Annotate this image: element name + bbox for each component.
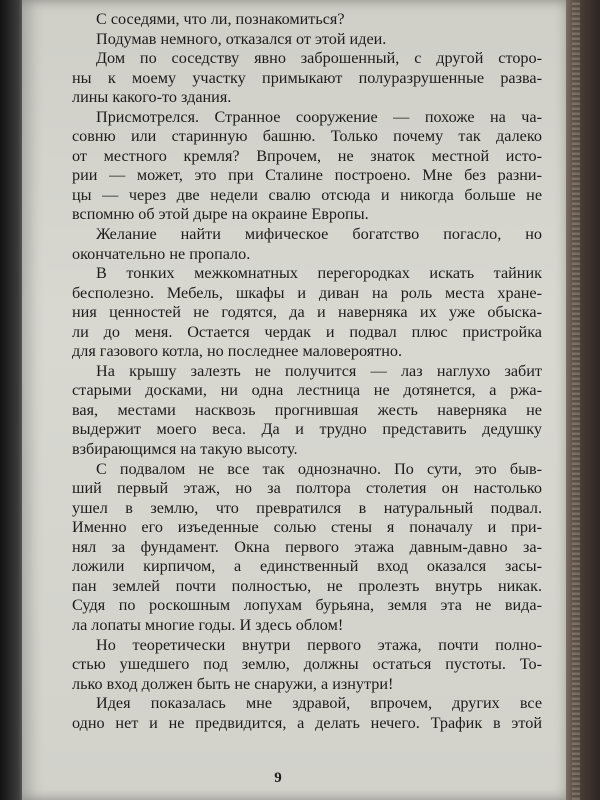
text-line: цы — через две недели свалю отсюда и никогда больше не [72, 185, 542, 204]
text-line: вая, местами насквозь прогнившая жесть наверняка не [72, 400, 542, 419]
text-line: нял за фундамент. Окна первого этажа давным-давно за- [72, 537, 542, 556]
text-line: старыми досками, ни одна лестница не дотянется, а ржа- [72, 381, 542, 400]
page-number: 9 [274, 770, 282, 786]
text-line: от местного кремля? Впрочем, не знаток местной исто- [72, 146, 542, 165]
text-line: окончательно не пропало. [72, 244, 251, 263]
text-line: взбирающимся на такую высоту. [72, 440, 298, 459]
text-line: ния ценностей не годятся, да и наверняка их уже обыска- [72, 303, 542, 322]
body-text [72, 10, 542, 733]
text-line: рии — может, это при Сталине построено. Мне без разни- [72, 166, 542, 185]
text-line: ны к моему участку примыкают полуразрушенные разва- [72, 68, 542, 87]
text-line: бесполезно. Мебель, шкафы и диван на роль места хране- [72, 283, 542, 302]
text-line: лько вход должен быть не снаружи, а изнутри! [72, 674, 394, 693]
text-line: С соседями, что ли, познакомиться? [96, 10, 345, 28]
text-line: Судя по роскошным лопухам бурьяна, земля эта не вида- [72, 596, 542, 615]
book-page-edges [566, 0, 600, 800]
text-line: ушел в землю, что превратился в натуральный подвал. [72, 498, 542, 517]
text-line: ла лопаты многие годы. И здесь облом! [72, 615, 344, 634]
text-line: Желание найти мифическое богатство погасло, но [96, 225, 542, 244]
text-line: На крышу залезть не получится — лаз наглухо забит [96, 361, 542, 380]
text-line: лины какого-то здания. [72, 88, 232, 107]
text-line: стью ушедшего под землю, должны остаться пустоты. То- [72, 655, 542, 674]
text-line: вспомню об этой дыре на окраине Европы. [72, 205, 369, 224]
text-line: одно нет и не предвидится, а делать нечего. Трафик в этой [72, 713, 542, 732]
text-line: ли до меня. Остается чердак и подвал плюс пристройка [72, 322, 542, 341]
text-line: Именно его изъеденные солью стены я поначалу и при- [72, 518, 542, 537]
text-line: пан землей почти полностью, не пролезть внутрь никак. [72, 576, 542, 595]
text-line: Идея показалась мне здравой, впрочем, других все [96, 694, 542, 713]
text-line: совню или старинную башню. Только почему так далеко [72, 127, 542, 146]
text-line: С подвалом не все так однозначно. По сути, это быв- [96, 459, 542, 478]
text-line: Но теоретически внутри первого этажа, почти полно- [96, 635, 542, 654]
text-line: В тонких межкомнатных перегородках искать тайник [96, 264, 542, 283]
text-line: Присмотрелся. Странное сооружение — похоже на ча- [96, 107, 542, 126]
text-line: выдержит моего веса. Да и трудно представить дедушку [72, 420, 542, 439]
text-line: Подумав немного, отказался от этой идеи. [96, 29, 387, 48]
text-line: ший первый этаж, но за полтора столетия он настолько [72, 479, 542, 498]
text-line: Дом по соседству явно заброшенный, с другой сторо- [96, 49, 542, 68]
text-line: ложили кирпичом, а единственный вход оказался засы- [72, 557, 542, 576]
text-line: для газового котла, но последнее маловероятно. [72, 342, 403, 361]
